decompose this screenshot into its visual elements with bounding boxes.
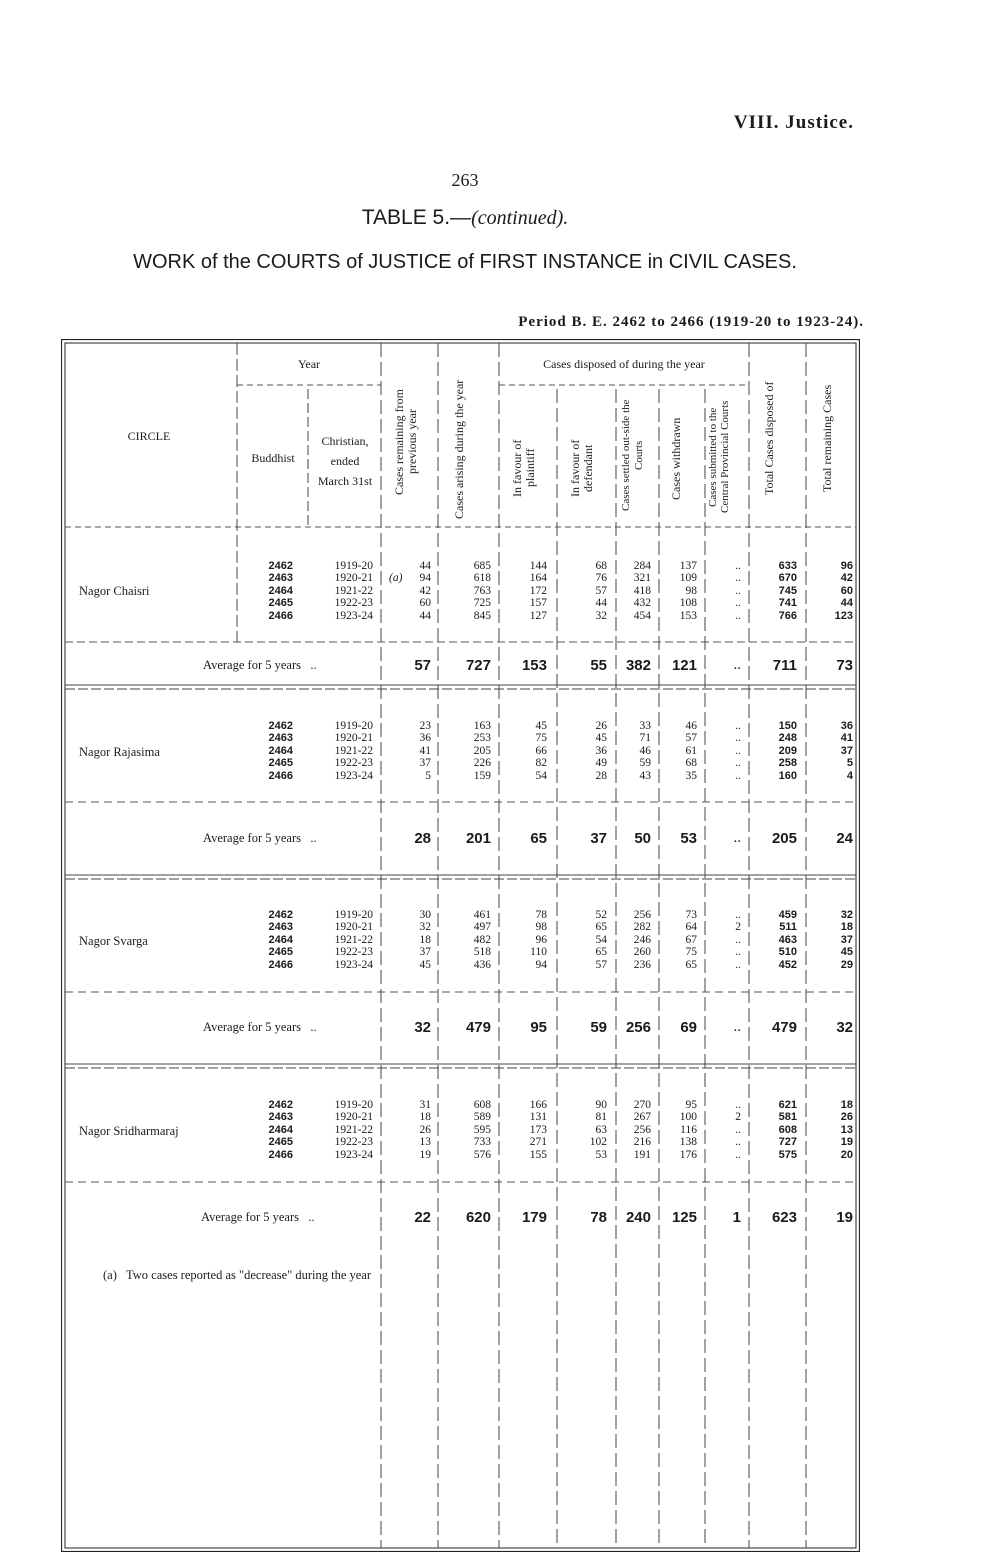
period-line: Period B. E. 2462 to 2466 (1919-20 to 1923-24). — [518, 314, 864, 330]
col-total-remaining: 36 41 37 5 4 — [840, 720, 853, 782]
christian-header — [310, 431, 380, 491]
christian-header-line-3: March 31st — [317, 474, 373, 488]
avg-settled: 50 — [634, 830, 651, 847]
average-label: Average for 5 years .. — [201, 1210, 315, 1224]
avg-defendant: 59 — [590, 1019, 607, 1036]
col-settled: 284 321 418 432 454 — [633, 560, 651, 622]
col-withdrawn: 95 100 116 138 176 — [679, 1099, 697, 1161]
justice-table — [61, 339, 860, 1552]
avg-total-disposed: 711 — [772, 657, 797, 674]
buddhist-years: 2462 2463 2464 2465 2466 — [268, 560, 293, 622]
section-heading: VIII. Justice. — [733, 112, 854, 133]
avg-remaining-prev: 32 — [414, 1019, 431, 1036]
circle-name: Nagor Svarga — [79, 934, 148, 948]
avg-total-remaining: 73 — [836, 657, 853, 674]
col-plaintiff: 45 75 66 82 54 — [535, 720, 547, 782]
christian-years: 1919-20 1920-21 1921-22 1922-23 1923-24 — [334, 560, 373, 622]
arising-header: Cases arising during the year — [452, 379, 466, 519]
col-settled: 270 267 256 216 191 — [633, 1099, 651, 1161]
col-total-disposed: 633 670 745 741 766 — [778, 560, 797, 622]
col-arising: 608 589 595 733 576 — [473, 1099, 491, 1161]
remaining-prev-header: Cases remaining from previous year — [392, 389, 419, 495]
average-label: Average for 5 years .. — [203, 658, 317, 672]
avg-total-disposed: 623 — [771, 1209, 797, 1226]
submitted-header: Cases submitted to the Central Provincial Courts — [707, 400, 731, 514]
defendant-header: In favour of defendant — [568, 439, 595, 497]
col-arising: 163 253 205 226 159 — [473, 720, 491, 782]
col-total-remaining: 32 18 37 45 29 — [840, 909, 853, 971]
avg-withdrawn: 53 — [680, 830, 697, 847]
year-header: Year — [297, 357, 321, 371]
buddhist-years: 2462 2463 2464 2465 2466 — [268, 909, 293, 971]
footnote-marker: (a) — [389, 572, 403, 584]
avg-defendant: 78 — [590, 1209, 607, 1226]
col-defendant: 68 76 57 44 32 — [595, 560, 607, 622]
col-total-disposed: 621 581 608 727 575 — [778, 1099, 797, 1161]
avg-withdrawn: 125 — [671, 1209, 697, 1226]
col-total-remaining: 18 26 13 19 20 — [840, 1099, 853, 1161]
avg-plaintiff: 179 — [521, 1209, 547, 1226]
settled-header: Cases settled out-side the Courts — [620, 399, 645, 511]
table-title — [0, 206, 930, 230]
avg-submitted: .. — [733, 1019, 741, 1035]
col-submitted: .. .. .. .. .. — [735, 720, 741, 782]
col-withdrawn: 46 57 61 68 35 — [685, 720, 697, 782]
avg-settled: 382 — [625, 657, 651, 674]
col-arising: 685 618 763 725 845 — [473, 560, 491, 622]
avg-settled: 256 — [625, 1019, 651, 1036]
buddhist-years: 2462 2463 2464 2465 2466 — [268, 720, 293, 782]
avg-arising: 620 — [465, 1209, 491, 1226]
avg-submitted: .. — [733, 657, 741, 673]
col-total-disposed: 150 248 209 258 160 — [778, 720, 797, 782]
christian-header-line-1: Christian, — [321, 434, 369, 448]
circle-name: Nagor Sridharmaraj — [79, 1124, 179, 1138]
avg-plaintiff: 153 — [521, 657, 547, 674]
col-plaintiff: 144 164 172 157 127 — [529, 560, 547, 622]
col-defendant: 52 65 54 65 57 — [595, 909, 607, 971]
avg-plaintiff: 95 — [530, 1019, 547, 1036]
col-remaining-prev: 23 36 41 37 5 — [419, 720, 431, 782]
footnote: (a) Two cases reported as "decrease" during the year — [103, 1268, 372, 1282]
total-remaining-header: Total remaining Cases — [820, 384, 834, 492]
col-submitted: .. 2 .. .. .. — [735, 1099, 741, 1161]
circle-name: Nagor Rajasima — [79, 745, 160, 759]
col-defendant: 90 81 63 102 53 — [589, 1099, 607, 1161]
avg-withdrawn: 69 — [680, 1019, 697, 1036]
avg-settled: 240 — [625, 1209, 651, 1226]
buddhist-years: 2462 2463 2464 2465 2466 — [268, 1099, 293, 1161]
col-withdrawn: 73 64 67 75 65 — [685, 909, 697, 971]
avg-remaining-prev: 22 — [414, 1209, 431, 1226]
christian-years: 1919-20 1920-21 1921-22 1922-23 1923-24 — [334, 1099, 373, 1161]
avg-total-remaining: 24 — [836, 830, 853, 847]
avg-arising: 727 — [465, 657, 491, 674]
col-settled: 256 282 246 260 236 — [633, 909, 651, 971]
avg-total-remaining: 32 — [836, 1019, 853, 1036]
avg-total-remaining: 19 — [836, 1209, 853, 1226]
col-remaining-prev: 44 94 42 60 44 — [419, 560, 431, 622]
col-remaining-prev: 31 18 26 13 19 — [419, 1099, 431, 1161]
col-total-disposed: 459 511 463 510 452 — [778, 909, 797, 971]
page-number: 263 — [451, 170, 479, 190]
col-settled: 33 71 46 59 43 — [639, 720, 651, 782]
table-label-note: (continued). — [471, 207, 569, 229]
avg-defendant: 37 — [590, 830, 607, 847]
avg-remaining-prev: 57 — [414, 657, 431, 674]
buddhist-header: Buddhist — [251, 451, 295, 465]
avg-defendant: 55 — [590, 657, 607, 674]
col-submitted: .. 2 .. .. .. — [735, 909, 741, 971]
col-remaining-prev: 30 32 18 37 45 — [419, 909, 431, 971]
circle-name: Nagor Chaisri — [79, 584, 150, 598]
plaintiff-header: In favour of plaintiff — [510, 439, 537, 497]
avg-total-disposed: 479 — [771, 1019, 797, 1036]
disposed-group-header: Cases disposed of during the year — [543, 357, 705, 371]
col-defendant: 26 45 36 49 28 — [595, 720, 607, 782]
avg-plaintiff: 65 — [530, 830, 547, 847]
col-arising: 461 497 482 518 436 — [473, 909, 491, 971]
avg-total-disposed: 205 — [771, 830, 797, 847]
avg-submitted: 1 — [732, 1209, 741, 1226]
avg-remaining-prev: 28 — [414, 830, 431, 847]
table-heading: WORK of the COURTS of JUSTICE of FIRST INSTANCE in CIVIL CASES. — [133, 251, 797, 273]
circle-header: CIRCLE — [127, 429, 171, 443]
avg-submitted: .. — [733, 830, 741, 846]
avg-arising: 201 — [465, 830, 491, 847]
table-label: TABLE 5.— — [361, 206, 472, 229]
christian-years: 1919-20 1920-21 1921-22 1922-23 1923-24 — [334, 909, 373, 971]
col-total-remaining: 96 42 60 44 123 — [834, 560, 853, 622]
withdrawn-header: Cases withdrawn — [669, 417, 683, 501]
average-label: Average for 5 years .. — [203, 1020, 317, 1034]
avg-withdrawn: 121 — [671, 657, 697, 674]
christian-header-line-2: ended — [330, 454, 360, 468]
avg-arising: 479 — [465, 1019, 491, 1036]
col-plaintiff: 166 131 173 271 155 — [529, 1099, 547, 1161]
christian-years: 1919-20 1920-21 1921-22 1922-23 1923-24 — [334, 720, 373, 782]
col-submitted: .. .. .. .. .. — [735, 560, 741, 622]
average-label: Average for 5 years .. — [203, 831, 317, 845]
col-plaintiff: 78 98 96 110 94 — [530, 909, 547, 971]
col-withdrawn: 137 109 98 108 153 — [679, 560, 697, 622]
total-disposed-header: Total Cases disposed of — [762, 381, 776, 495]
